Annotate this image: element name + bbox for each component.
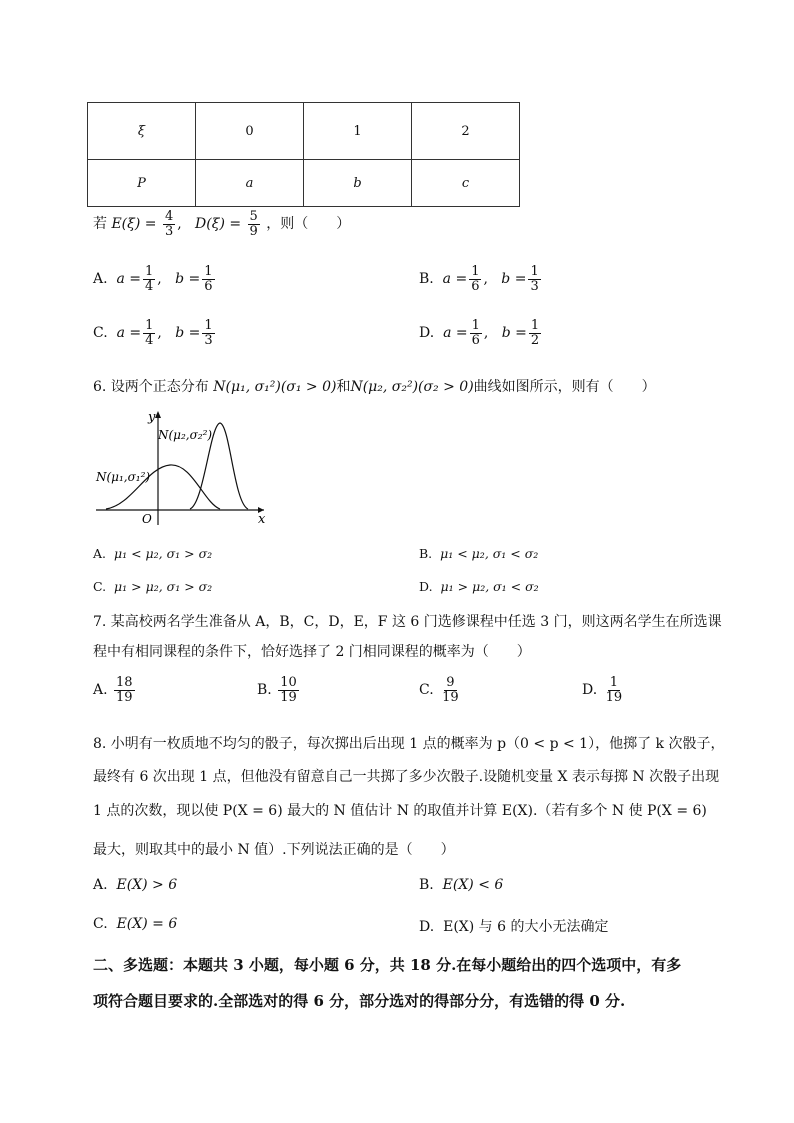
frac-den: 6	[471, 332, 480, 348]
frac-num: 5	[249, 209, 258, 224]
frac-den: 6	[471, 278, 480, 294]
table-cell: 2	[412, 103, 520, 160]
q6-dist1: N(μ₁, σ₁²)(σ₁ > 0)	[213, 379, 337, 395]
q5-stem-prefix: 若	[93, 216, 107, 233]
option-text: μ₁ < μ₂, σ₁ < σ₂	[440, 546, 539, 561]
table-row	[88, 103, 520, 160]
q5-expectation-value	[163, 210, 175, 238]
option-letter: A.	[93, 271, 108, 288]
option-letter: C.	[419, 682, 434, 699]
q8-option-d	[419, 916, 608, 936]
q7-stem-line1: 7. 某高校两名学生准备从 A，B，C，D，E，F 这 6 门选修课程中任选 3 门，则这两名学生在所选课	[93, 614, 722, 630]
frac-num: 1	[204, 318, 213, 333]
table-cell: c	[412, 160, 520, 207]
frac-num: 1	[609, 675, 619, 690]
origin-label: O	[142, 512, 152, 526]
frac-den: 19	[605, 689, 623, 705]
frac-num: 1	[145, 318, 154, 333]
q5-stem: 若 E(ξ) = $\frac{4}{3}$ , D(ξ) = $\frac{5}{9}$ ，则（ ）	[93, 209, 351, 239]
q6-option-a	[93, 546, 212, 561]
table-cell: a	[196, 160, 304, 207]
q8-stem-line2: 最终有 6 次出现 1 点，但他没有留意自己一共掷了多少次骰子.设随机变量 X 表示每掷 N 次骰子出现	[93, 769, 720, 785]
y-axis-arrow	[155, 411, 161, 418]
option-letter: C.	[93, 325, 108, 342]
frac-num: 1	[145, 264, 154, 279]
frac-den: 3	[164, 223, 174, 239]
frac-den: 9	[249, 223, 258, 239]
table-cell: b	[304, 160, 412, 207]
frac-den: 19	[280, 689, 297, 705]
option-letter: D.	[419, 325, 435, 342]
option-text: μ₁ < μ₂, σ₁ > σ₂	[113, 546, 213, 561]
q5-option-b: B. a = $\frac{1}{6}$ , b = $\frac{1}{3}$	[419, 264, 539, 294]
option-letter: B.	[419, 546, 433, 561]
frac-num: 18	[116, 675, 133, 690]
frac-den: 6	[204, 278, 213, 294]
q7-option-b	[257, 676, 301, 704]
q7-option-a	[93, 676, 137, 704]
option-text: μ₁ > μ₂, σ₁ > σ₂	[114, 579, 213, 594]
frac-num: 4	[164, 209, 174, 224]
frac-num: 1	[204, 264, 213, 279]
option-letter: D.	[419, 579, 433, 594]
normal-curves-figure	[92, 405, 272, 530]
frac-den: 4	[145, 332, 154, 348]
section-2-line1: 二、多选题：本题共 3 小题，每小题 6 分，共 18 分.在每小题给出的四个选项中，有多	[93, 956, 682, 974]
q6-and: 和	[336, 379, 351, 395]
option-text: μ₁ > μ₂, σ₁ < σ₂	[440, 579, 539, 594]
table-cell: 1	[304, 103, 412, 160]
frac-den: 19	[442, 689, 459, 705]
q6-stem-b: 曲线如图所示，则有（ ）	[473, 379, 656, 395]
option-letter: B.	[257, 682, 272, 699]
q8-option-a	[93, 877, 177, 893]
table-row	[88, 160, 520, 207]
q5-stem-suffix: ，则（ ）	[266, 216, 351, 233]
option-letter: A.	[93, 546, 107, 561]
q5-expectation-label: E(ξ) =	[111, 216, 157, 233]
q5-variance-label: D(ξ) =	[195, 216, 242, 233]
q8-stem-line1: 8. 小明有一枚质地不均匀的骰子，每次掷出后出现 1 点的概率为 p（0 < p < 1），他掷了 k 次骰子，	[93, 736, 725, 752]
q8-stem-line4: 最大，则取其中的最小 N 值）.下列说法正确的是（ ）	[93, 842, 455, 858]
frac-den: 19	[116, 689, 133, 705]
option-letter: D.	[582, 682, 598, 699]
curve-1-label: N(μ₁,σ₁²)	[96, 470, 151, 484]
distribution-table	[87, 102, 520, 207]
frac-den: 3	[204, 332, 213, 348]
q5-option-c: C. a = $\frac{1}{4}$ , b = $\frac{1}{3}$	[93, 318, 213, 348]
option-letter: B.	[419, 271, 434, 288]
q8-option-c	[93, 916, 177, 932]
table-cell: P	[88, 160, 196, 207]
q6-option-d	[419, 579, 539, 594]
table-cell: 0	[196, 103, 304, 160]
q8-option-b	[419, 877, 503, 893]
curve-2-label: N(μ₂,σ₂²)	[158, 428, 213, 442]
q6-option-c	[93, 579, 212, 594]
option-text: E(X) > 6	[116, 877, 178, 893]
q6-option-b	[419, 546, 538, 561]
option-text: E(X) < 6	[442, 877, 504, 893]
q6-stem-a: 6. 设两个正态分布	[93, 379, 209, 395]
q5-option-d: D. a = $\frac{1}{6}$ , b = $\frac{1}{2}$	[419, 318, 540, 348]
option-letter: C.	[93, 579, 107, 594]
y-axis-label: y	[148, 410, 156, 425]
frac-num: 1	[471, 318, 480, 333]
option-letter: A.	[93, 877, 108, 893]
option-letter: B.	[419, 877, 434, 893]
option-text: E(X) = 6	[116, 916, 178, 932]
q7-stem-line2: 程中有相同课程的条件下，恰好选择了 2 门相同课程的概率为（ ）	[93, 644, 531, 660]
option-text: E(X) 与 6 的大小无法确定	[443, 919, 609, 935]
frac-den: 2	[530, 332, 540, 348]
section-2-line2: 项符合题目要求的.全部选对的得 6 分，部分选对的得部分分，有选错的得 0 分.	[93, 992, 626, 1010]
q6-dist2: N(μ₂, σ₂²)(σ₂ > 0)	[350, 379, 474, 395]
table-cell: ξ	[88, 103, 196, 160]
q8-stem-line3: 1 点的次数，现以使 P(X = 6) 最大的 N 值估计 N 的取值并计算 E(X).（若有多个 N 使 P(X = 6)	[93, 803, 707, 819]
q7-option-c	[419, 676, 463, 704]
frac-num: 1	[530, 264, 539, 279]
q6-stem	[93, 376, 656, 396]
q5-option-a: A. a = $\frac{1}{4}$ , b = $\frac{1}{6}$	[93, 264, 213, 294]
option-letter: D.	[419, 919, 435, 935]
x-axis-label: x	[258, 512, 266, 527]
frac-num: 1	[530, 318, 540, 333]
option-letter: C.	[93, 916, 108, 932]
q5-variance-value	[248, 210, 260, 238]
frac-den: 3	[530, 278, 539, 294]
frac-num: 9	[446, 675, 455, 690]
frac-den: 4	[145, 278, 154, 294]
option-letter: A.	[93, 682, 108, 699]
q7-option-d	[582, 676, 626, 704]
frac-num: 10	[280, 675, 297, 690]
frac-num: 1	[471, 264, 480, 279]
